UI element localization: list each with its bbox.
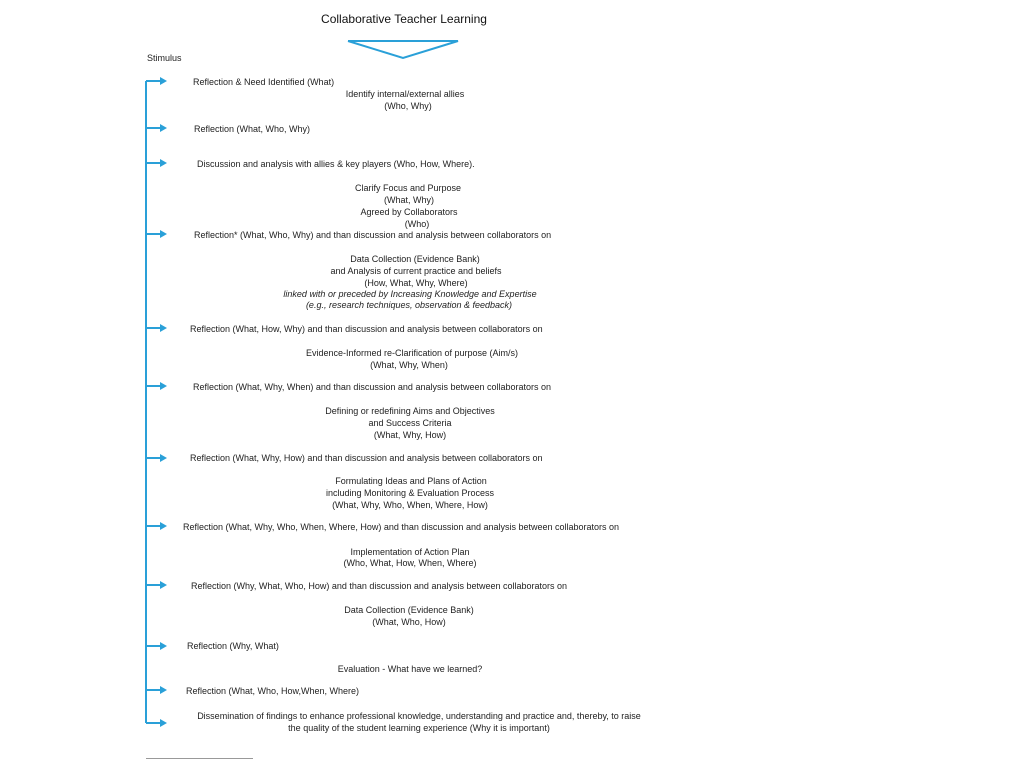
right-arrow-icon [146, 454, 167, 462]
step-5-detail: Evidence-Informed re-Clarification of purpose (Aim/s) [305, 348, 519, 358]
step-4-detail: linked with or preceded by Increasing Knowledge and Expertise [283, 289, 537, 299]
right-arrow-icon [146, 522, 167, 530]
down-chevron-icon [346, 40, 460, 60]
right-arrow-icon [146, 230, 167, 238]
step-1-detail: Identify internal/external allies [345, 89, 465, 99]
step-4-detail: Data Collection (Evidence Bank) [350, 254, 480, 264]
evaluation-step: Evaluation - What have we learned? [337, 664, 483, 674]
step-9-detail: Data Collection (Evidence Bank) [344, 605, 474, 615]
reflection-step-9: Reflection (Why, What, Who, How) and than discussion and analysis between collaborators on [191, 581, 568, 591]
right-arrow-icon [146, 642, 167, 650]
step-7-detail: (What, Why, Who, When, Where, How) [332, 500, 488, 510]
right-arrow-icon [146, 719, 167, 727]
page-title: Collaborative Teacher Learning [321, 12, 487, 26]
right-arrow-icon [146, 124, 167, 132]
step-3-detail: Agreed by Collaborators [360, 207, 458, 217]
step-9-detail: (What, Who, How) [372, 617, 446, 627]
step-3-detail: (What, Why) [383, 195, 435, 205]
step-6-detail: Defining or redefining Aims and Objectives [325, 406, 495, 416]
right-arrow-icon [146, 159, 167, 167]
step-3-detail: Clarify Focus and Purpose [354, 183, 462, 193]
dissemination-step: Dissemination of findings to enhance professional knowledge, understanding and practice and, thereby, to raise [197, 711, 641, 721]
right-arrow-icon [146, 382, 167, 390]
right-arrow-icon [146, 581, 167, 589]
footnote-divider [146, 758, 253, 759]
reflection-step-7: Reflection (What, Why, How) and than discussion and analysis between collaborators on [190, 453, 543, 463]
step-4-detail: (e.g., research techniques, observation & feedback) [305, 300, 513, 310]
step-1-detail-sub: (Who, Why) [384, 101, 432, 111]
reflection-step-8: Reflection (What, Why, Who, When, Where, How) and than discussion and analysis between collaborators on [183, 522, 620, 532]
reflection-step-2: Reflection (What, Who, Why) [194, 124, 311, 134]
reflection-step-11: Reflection (What, Who, How,When, Where) [186, 686, 360, 696]
right-arrow-icon [146, 77, 167, 85]
reflection-step-4: Reflection* (What, Who, Why) and than discussion and analysis between collaborators on [194, 230, 552, 240]
reflection-step-1: Reflection & Need Identified (What) [193, 77, 335, 87]
step-8-detail: Implementation of Action Plan [350, 547, 470, 557]
step-4-detail: and Analysis of current practice and beliefs [330, 266, 502, 276]
reflection-step-10: Reflection (Why, What) [187, 641, 279, 651]
step-4-detail: (How, What, Why, Where) [364, 278, 468, 288]
step-6-detail: and Success Criteria [368, 418, 452, 428]
stimulus-label: Stimulus [147, 53, 182, 63]
right-arrow-icon [146, 686, 167, 694]
step-8-detail: (Who, What, How, When, Where) [343, 558, 477, 568]
reflection-step-6: Reflection (What, Why, When) and than discussion and analysis between collaborators on [193, 382, 552, 392]
step-6-detail: (What, Why, How) [373, 430, 447, 440]
step-5-detail: (What, Why, When) [370, 360, 448, 370]
reflection-step-5: Reflection (What, How, Why) and than discussion and analysis between collaborators on [190, 324, 543, 334]
right-arrow-icon [146, 324, 167, 332]
step-7-detail: including Monitoring & Evaluation Process [325, 488, 495, 498]
step-3-detail: (Who) [404, 219, 430, 229]
dissemination-step-sub: the quality of the student learning experience (Why it is important) [288, 723, 550, 733]
discussion-step-3: Discussion and analysis with allies & key players (Who, How, Where). [197, 159, 475, 169]
step-7-detail: Formulating Ideas and Plans of Action [335, 476, 487, 486]
